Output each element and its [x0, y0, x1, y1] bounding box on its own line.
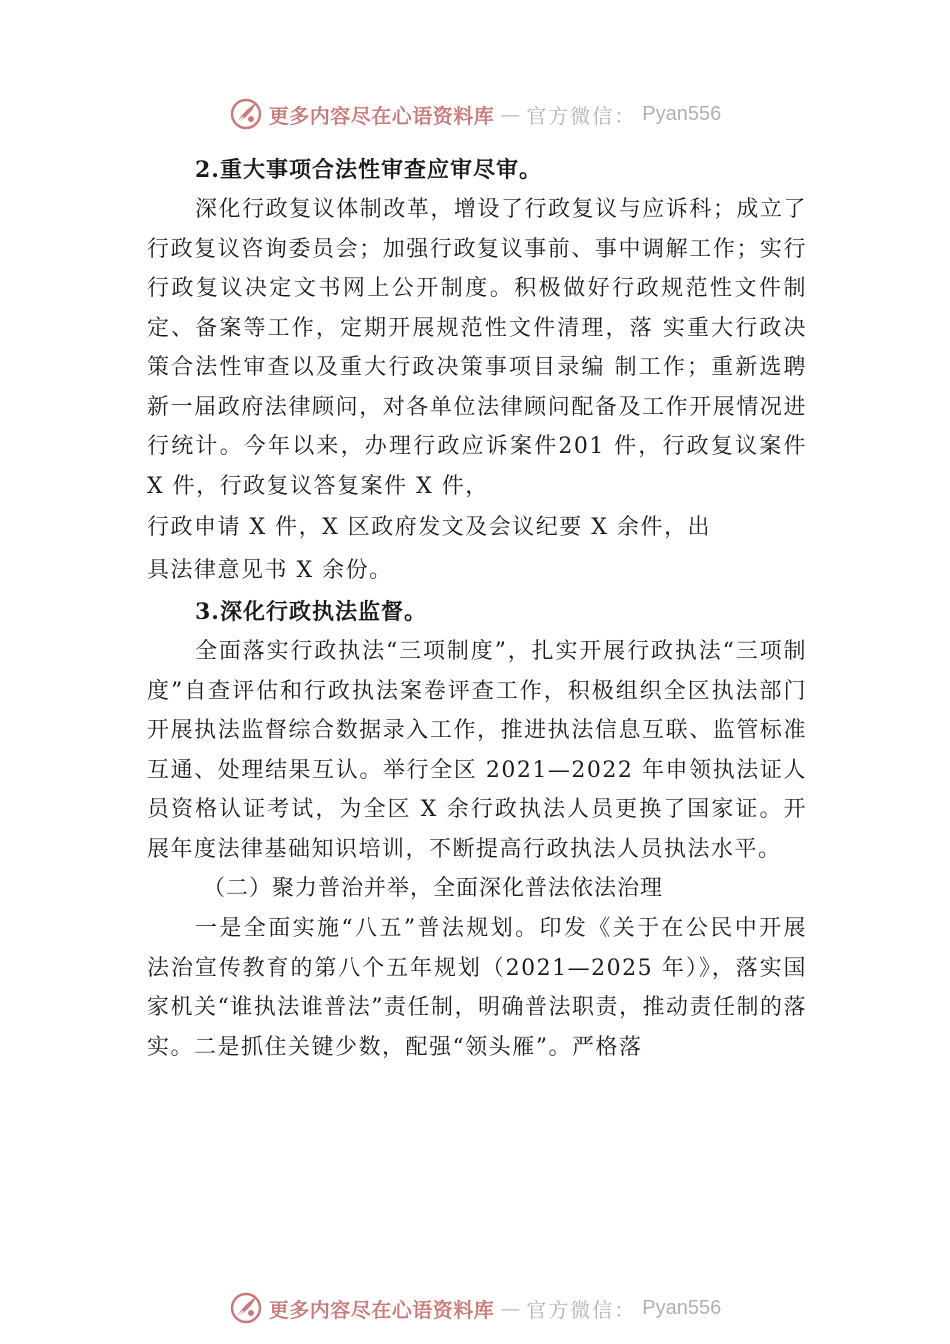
heading-item-3: 3.深化行政执法监督。	[195, 599, 427, 625]
quill-pen-logo-icon	[229, 1291, 263, 1325]
paragraph-legality-review-line-b: 具法律意见书 X 余份。	[147, 558, 393, 583]
section-heading-2: （二）聚力普治并举，全面深化普法依法治理	[203, 876, 664, 901]
watermark-header	[0, 94, 950, 134]
paragraph-enforcement-supervision: 全面落实行政执法“三项制度”，扎实开展行政执法“三项制度”自查评估和行政执法案卷评查工作，积极组织全区执法部门开展执法监督综合数据录入工作，推进执法信息互联、监管标准互通、处理结果互认。举行全区 2021—2022 年申领执法证人员资格认证考试，为全区 X 余行政执法人员更换了国家证。开展年度法律基础知识培训，不断提高行政执法人员执法水平。	[147, 639, 807, 862]
paragraph-legality-review-line-a: 行政申请 X 件，X 区政府发文及会议纪要 X 余件，出	[147, 515, 711, 540]
paragraph-legality-review: 深化行政复议体制改革，增设了行政复议与应诉科；成立了行政复议咨询委员会；加强行政复议事前、事中调解工作；实行行政复议决定文书网上公开制度。积极做好行政规范性文件制定、备案等工作，定期开展规范性文件清理，落 实重大行政决策合法性审查以及重大行政决策事项目录编 制工作；重新选聘新一届政府法律顾问，对各单位法律顾问配备及工作开展情况进行统计。今年以来，办理行政应诉案件201 件，行政复议案件 X 件，行政复议答复案件 X 件，	[147, 197, 807, 499]
watermark-wechat-label: 官方微信：	[526, 103, 637, 128]
watermark-brand: 更多内容尽在心语资料库	[268, 1297, 495, 1322]
paragraph-legal-education: 一是全面实施“八五”普法规划。印发《关于在公民中开展法治宣传教育的第八个五年规划（2021—2025 年）》，落实国家机关“谁执法谁普法”责任制，明确普法职责，推动责任制的落实。二是抓住关键少数，配强“领头雁”。严格落	[147, 916, 807, 1060]
watermark-wechat-label: 官方微信：	[526, 1297, 637, 1322]
watermark-separator: —	[500, 102, 521, 126]
watermark-separator: —	[500, 1296, 521, 1320]
watermark-wechat-id: Pyan556	[642, 102, 722, 125]
watermark-footer	[0, 1288, 950, 1328]
quill-pen-logo-icon	[229, 97, 263, 131]
watermark-brand: 更多内容尽在心语资料库	[268, 103, 495, 128]
document-body	[147, 150, 807, 1067]
heading-item-2: 2.重大事项合法性审查应审尽审。	[195, 157, 542, 183]
watermark-wechat-id: Pyan556	[642, 1296, 722, 1319]
